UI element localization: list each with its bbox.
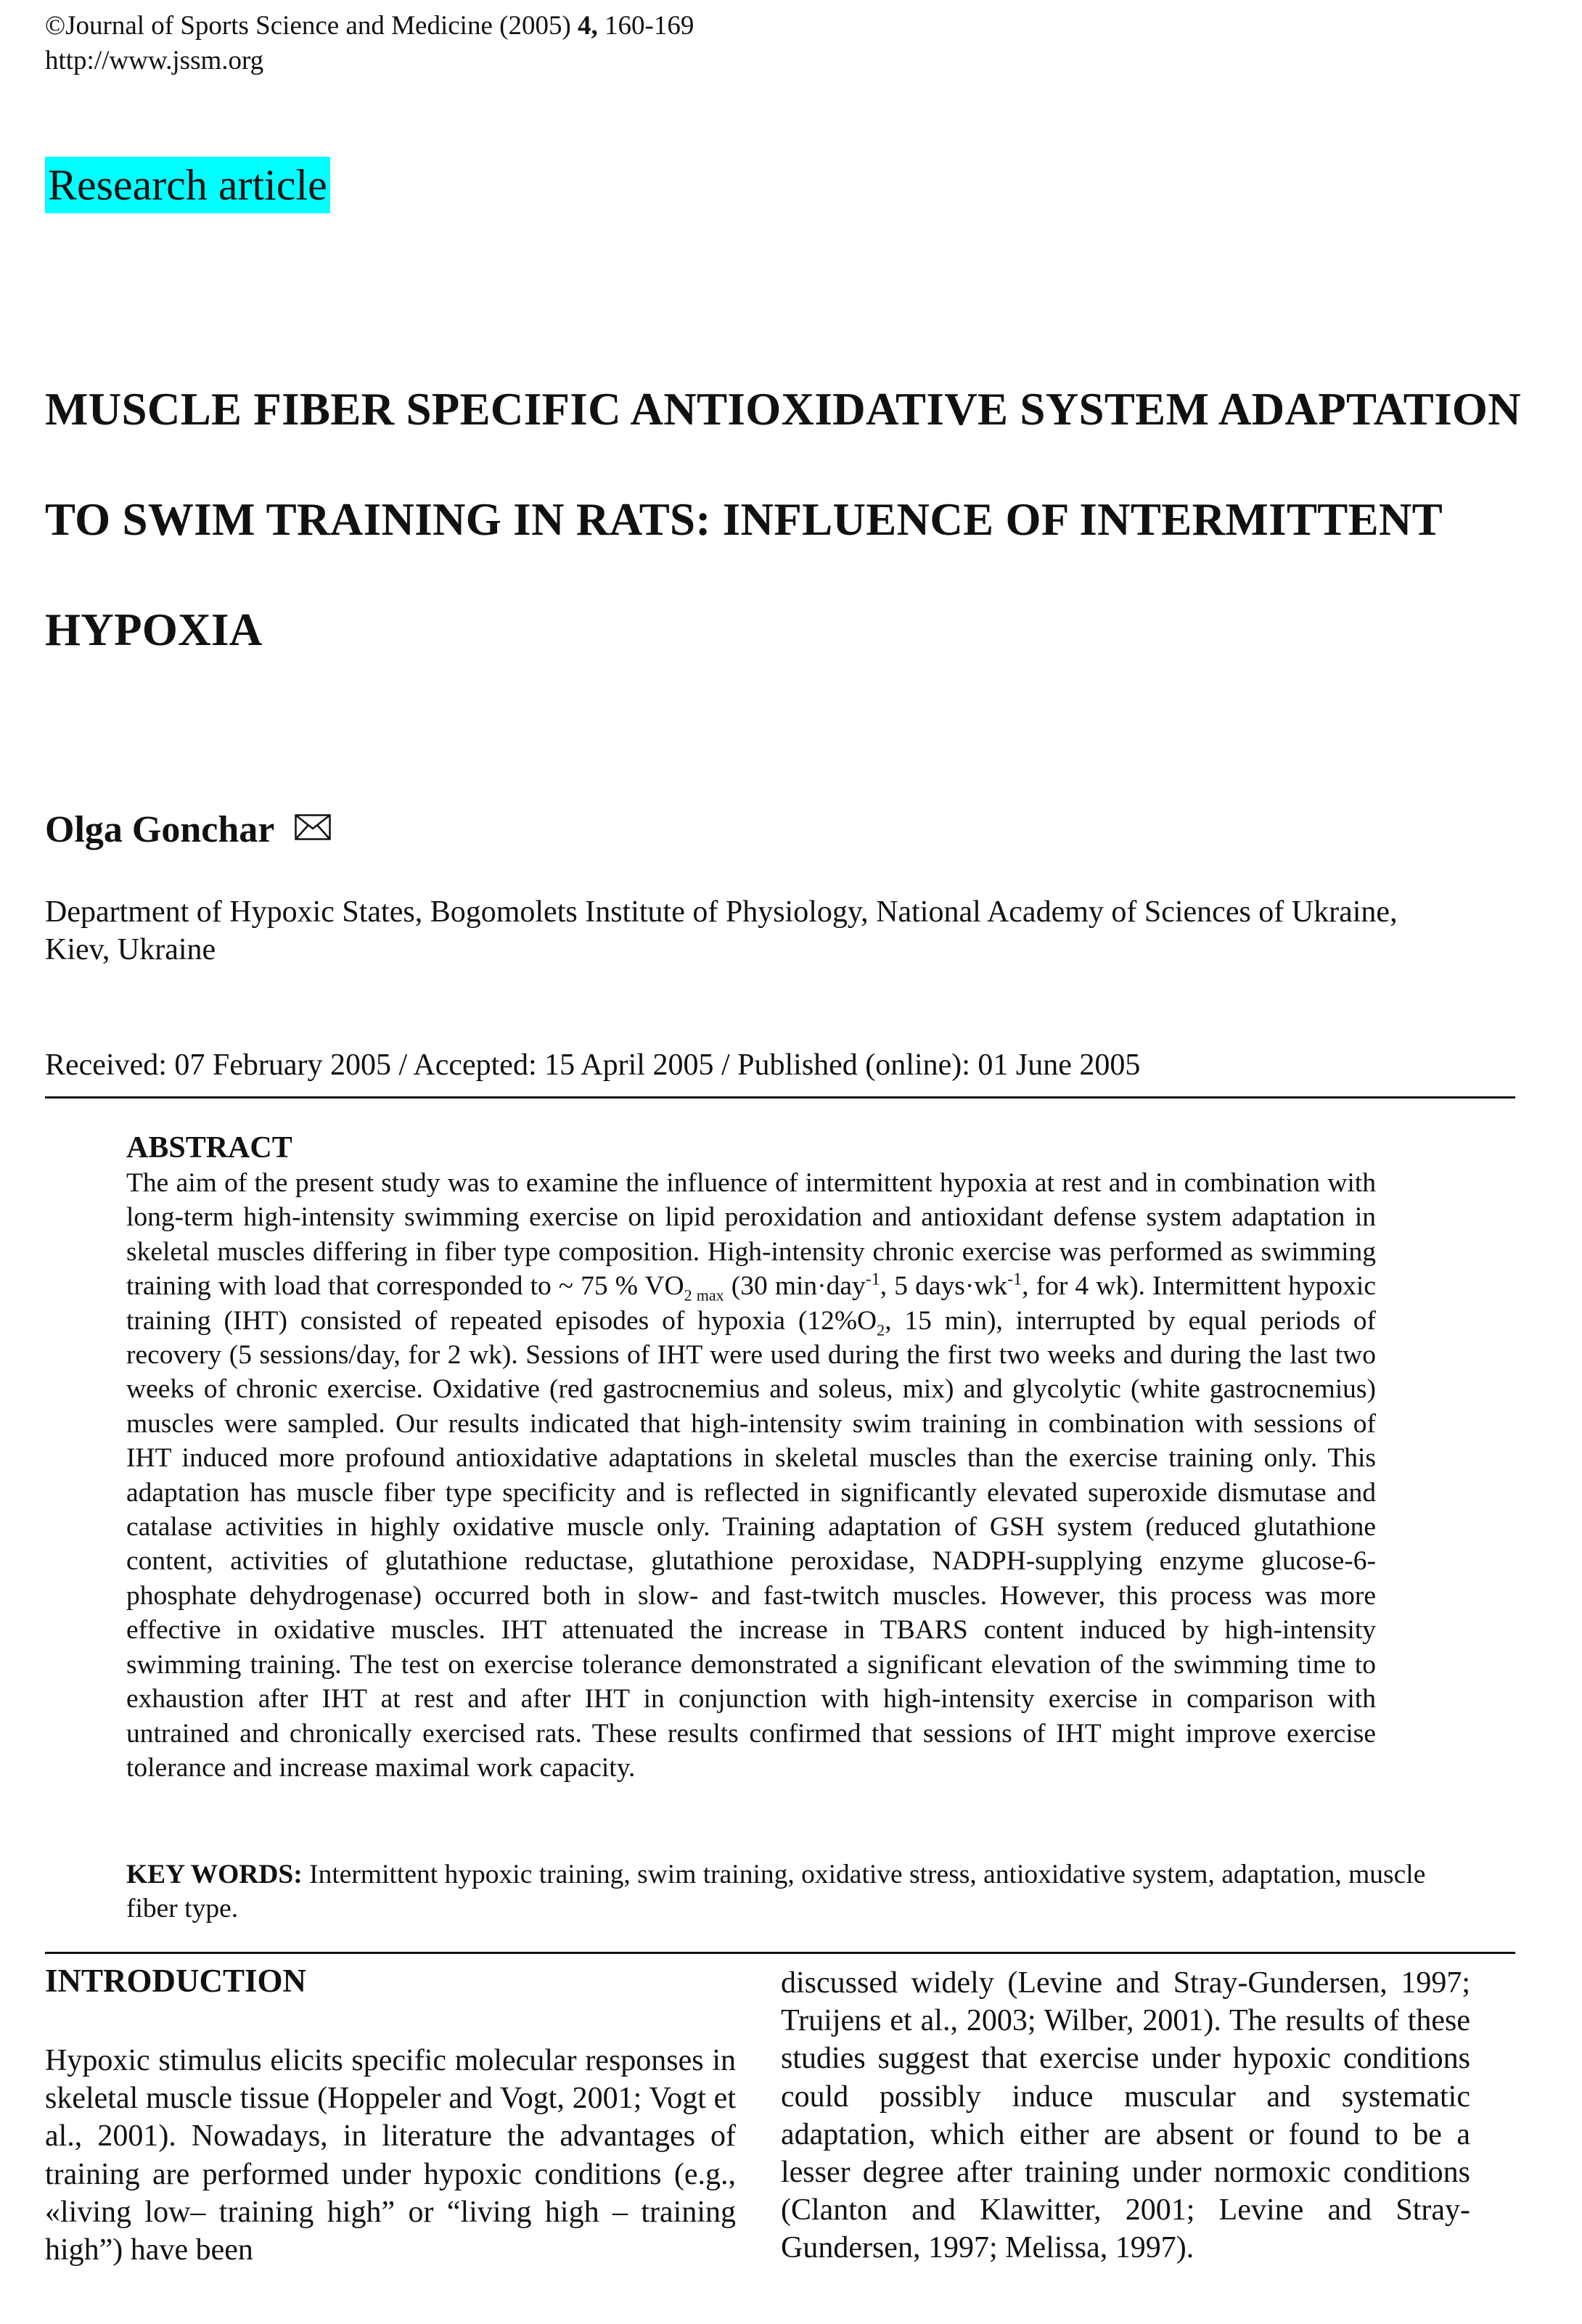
keywords-text: Intermittent hypoxic training, swim training, oxidative stress, antioxidative system, adaptation, muscle fiber type.: [126, 1860, 1426, 1924]
journal-pages: 160-169: [597, 11, 694, 41]
abstract-block: [126, 1130, 1376, 1785]
divider-bottom: [45, 1952, 1515, 1954]
article-title: MUSCLE FIBER SPECIFIC ANTIOXIDATIVE SYSTEM ADAPTATION TO SWIM TRAINING IN RATS: INFLUENCE OF INTERMITTENT HYPOXIA: [45, 384, 1521, 655]
introduction-heading: INTRODUCTION: [45, 1963, 307, 1999]
author-name: Olga Gonchar: [45, 809, 274, 850]
superscript: -1: [1007, 1270, 1022, 1289]
affiliation: Department of Hypoxic States, Bogomolets Institute of Physiology, National Academy of Sciences of Ukraine, Kiev, Ukraine: [45, 895, 1398, 966]
journal-url[interactable]: http://www.jssm.org: [45, 46, 264, 75]
introduction-left-column: Hypoxic stimulus elicits specific molecular responses in skeletal muscle tissue (Hoppeler and Vogt, 2001; Vogt et al., 2001). Nowadays, in literature the advantages of training are performed under hypoxic conditions (e.g., «living low– training high” or “living high – training high”) have been: [45, 2044, 736, 2267]
journal-volume: 4,: [578, 11, 598, 41]
superscript: -1: [865, 1270, 880, 1289]
divider-top: [45, 1096, 1515, 1099]
section-tag: Research article: [45, 157, 330, 213]
o2-subscript: 2: [877, 1321, 885, 1339]
journal-citation: [45, 10, 694, 42]
journal-citation-prefix: ©Journal of Sports Science and Medicine (2005): [45, 11, 578, 41]
author-line: [45, 803, 331, 855]
abstract-body: The aim of the present study was to examine the influence of intermittent hypoxia at rest and in combination with long-term high-intensity swimming exercise on lipid peroxidation and antioxidant defense system adaptation in skeletal muscles differing in fiber type composition. High-intensity chronic exercise was performed as swimming training with load that corresponded to ~ 75 % $VO_{2 max}$ (30 min·day$^{-1}$, 5 $days\cdot wk^{-1}$, for 4 wk). Intermittent hypoxic training (IHT) consisted of repeated episodes of hypoxia ($12\%O_2$, 15 min), interrupted by equal periods of recovery (5 sessions/day, for 2 wk). Sessions of IHT were used during the first two weeks and during the last two weeks of chronic exercise. Oxidative (red gastrocnemius and soleus, mix) and glycolytic (white gastrocnemius) muscles were sampled. Our results indicated that high-intensity swim training in combination with sessions of IHT induced more profound antioxidative adaptations in skeletal muscles than the exercise training only. This adaptation has muscle fiber type specificity and is reflected in significantly elevated superoxide dismutase and catalase activities in highly oxidative muscle only. Training adaptation of GSH system (reduced glutathione content, activities of glutathione reductase, glutathione peroxidase, NADPH-supplying enzyme glucose-6-phosphate dehydrogenase) occurred both in slow- and fast-twitch muscles. However, this process was more effective in oxidative muscles. IHT attenuated the increase in TBARS content induced by high-intensity swimming training. The test on exercise tolerance demonstrated a significant elevation of the swimming time to exhaustion after IHT at rest and after IHT in conjunction with high-intensity exercise in comparison with untrained and chronically exercised rats. These results confirmed that sessions of IHT might improve exercise tolerance and increase maximal work capacity.: [126, 1168, 1376, 1783]
abstract-heading: ABSTRACT: [126, 1131, 292, 1165]
envelope-icon[interactable]: [295, 803, 331, 829]
publication-dates: Received: 07 February 2005 / Accepted: 15 April 2005 / Published (online): 01 June 2005: [45, 1048, 1141, 1082]
keywords: [126, 1857, 1454, 1926]
vo2-subscript: 2 max: [684, 1286, 724, 1305]
introduction-right-column: discussed widely (Levine and Stray-Gundersen, 1997; Truijens et al., 2003; Wilber, 2001). The results of these studies suggest that exercise under hypoxic conditions could possibly induce muscular and systematic adaptation, which either are absent or found to be a lesser degree after training under normoxic conditions (Clanton and Klawitter, 2001; Levine and Stray-Gundersen, 1997; Melissa, 1997).: [781, 1966, 1470, 2265]
keywords-label: KEY WORDS:: [126, 1860, 303, 1889]
